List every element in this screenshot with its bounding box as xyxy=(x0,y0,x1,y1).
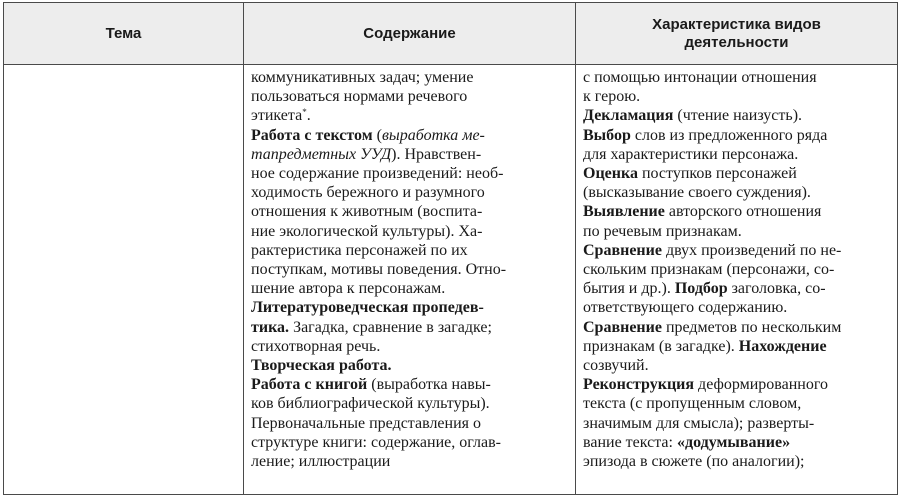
text-line xyxy=(583,452,891,471)
header-activities-label: Характеристика видов деятельности xyxy=(652,15,821,51)
text-run: (чтение наизусть). xyxy=(673,107,803,125)
text-line xyxy=(583,375,891,394)
text-run: шение автора к персонажам. xyxy=(251,280,446,298)
text-run: текста (с пропущенным словом, xyxy=(583,395,802,413)
text-run: Работа с текстом xyxy=(251,126,373,144)
text-run: Работа с книгой xyxy=(251,376,368,394)
text-line xyxy=(251,375,569,394)
text-line xyxy=(251,279,569,298)
text-run: Выбор xyxy=(583,126,631,144)
header-content xyxy=(244,3,576,65)
text-line xyxy=(251,145,569,164)
text-line xyxy=(583,145,891,164)
text-run: Сравнение xyxy=(583,241,662,259)
text-run: Загадка, сравнение в загадке; xyxy=(289,318,492,336)
text-run: Первоначальные представления о xyxy=(251,414,482,432)
text-run: бытия и др.). xyxy=(583,280,675,298)
activities-cell xyxy=(576,65,898,495)
text-run: ние экологической культуры). Ха- xyxy=(251,222,483,240)
text-run: для характеристики персонажа. xyxy=(583,145,799,163)
curriculum-table xyxy=(3,2,898,495)
text-line xyxy=(583,433,891,452)
text-run: заголовка, со- xyxy=(727,280,826,298)
text-run: Выявление xyxy=(583,203,665,221)
text-run: ). Нравствен- xyxy=(391,145,482,163)
text-run: скольким признакам (персонажи, со- xyxy=(583,261,835,279)
text-run: вание текста: xyxy=(583,433,677,451)
text-line xyxy=(251,183,569,202)
text-line xyxy=(583,337,891,356)
text-run: поступкам, мотивы поведения. Отно- xyxy=(251,261,507,279)
text-line xyxy=(583,87,891,106)
text-line xyxy=(251,433,569,452)
text-run: . xyxy=(306,107,311,125)
header-topic xyxy=(4,3,244,65)
text-run: по речевым признакам. xyxy=(583,222,742,240)
text-run: Сравнение xyxy=(583,318,662,336)
text-line xyxy=(583,106,891,125)
footnote-mark: * xyxy=(302,107,307,118)
table-row xyxy=(4,65,898,495)
text-line xyxy=(251,241,569,260)
text-run: предметов по нескольким xyxy=(661,318,842,336)
text-run: эпизода в сюжете (по аналогии); xyxy=(583,453,805,471)
text-line xyxy=(251,87,569,106)
text-run: с помощью интонации отношения xyxy=(583,69,817,86)
text-run: ление; иллюстрации xyxy=(251,453,391,471)
text-run: поступков персонажей xyxy=(637,165,797,183)
text-line xyxy=(583,318,891,337)
text-run: к герою. xyxy=(583,88,641,106)
text-run: ное содержание произведений: необ- xyxy=(251,165,504,183)
text-line xyxy=(583,183,891,202)
text-run: (высказывание своего суждения). xyxy=(583,184,811,202)
text-line xyxy=(583,68,891,87)
text-run: Декламация xyxy=(583,107,674,125)
text-line xyxy=(251,394,569,413)
text-run: структуре книги: содержание, оглав- xyxy=(251,433,501,451)
text-run: значимым для смысла); разверты- xyxy=(583,414,815,432)
text-run: тика. xyxy=(251,318,290,336)
text-line xyxy=(583,414,891,433)
header-topic-label: Тема xyxy=(105,24,142,42)
content-cell-text xyxy=(244,65,575,471)
text-line xyxy=(583,202,891,221)
text-run: этикета xyxy=(251,107,303,125)
text-line xyxy=(251,202,569,221)
text-line xyxy=(251,106,569,125)
text-run: признакам (в загадке). xyxy=(583,337,739,355)
text-line xyxy=(583,394,891,413)
text-run: ответствующего содержанию. xyxy=(583,299,788,317)
text-line xyxy=(583,126,891,145)
text-run: выработка ме- xyxy=(381,126,485,144)
header-content-label: Содержание xyxy=(363,24,456,42)
text-line xyxy=(251,452,569,471)
text-run: стихотворная речь. xyxy=(251,337,381,355)
header-activities xyxy=(576,3,898,65)
text-run: Реконструкция xyxy=(583,376,695,394)
text-line xyxy=(251,318,569,337)
text-run: ходимость бережного и разумного xyxy=(251,184,485,202)
text-line xyxy=(583,164,891,183)
topic-cell-text xyxy=(4,65,243,68)
text-run: деформированного xyxy=(694,376,829,394)
text-run: Литературоведческая пропедев- xyxy=(251,299,484,317)
text-line xyxy=(583,279,891,298)
text-run: рактеристика персонажей по их xyxy=(251,241,468,259)
text-line xyxy=(251,222,569,241)
text-run: коммуникативных задач; умение xyxy=(251,69,474,86)
content-cell xyxy=(244,65,576,495)
text-run: Оценка xyxy=(583,165,638,183)
text-line xyxy=(583,298,891,317)
text-line xyxy=(583,356,891,375)
text-run: ков библиографической культуры). xyxy=(251,395,490,413)
text-run: (выработка навы- xyxy=(367,376,491,394)
text-line xyxy=(583,260,891,279)
text-run: Творческая работа. xyxy=(251,357,392,375)
activities-cell-text xyxy=(576,65,897,471)
text-run: «додумывание» xyxy=(676,433,791,451)
text-run: слов из предложенного ряда xyxy=(630,126,828,144)
text-run: отношения к животным (воспита- xyxy=(251,203,483,221)
table-header-row xyxy=(4,3,898,65)
text-line xyxy=(251,68,569,87)
text-run: двух произведений по не- xyxy=(661,241,842,259)
text-run: пользоваться нормами речевого xyxy=(251,88,468,106)
text-line xyxy=(251,126,569,145)
text-line xyxy=(251,337,569,356)
text-run: ( xyxy=(372,126,382,144)
topic-cell xyxy=(4,65,244,495)
text-line xyxy=(583,222,891,241)
text-run: тапредметных УУД xyxy=(251,145,392,163)
text-line xyxy=(251,298,569,317)
text-run: созвучий. xyxy=(583,357,649,375)
text-line xyxy=(583,241,891,260)
text-run: Нахождение xyxy=(738,337,827,355)
text-line xyxy=(251,260,569,279)
text-run: Подбор xyxy=(674,280,728,298)
text-line xyxy=(251,414,569,433)
text-line xyxy=(251,164,569,183)
text-line xyxy=(251,356,569,375)
text-run: авторского отношения xyxy=(664,203,822,221)
